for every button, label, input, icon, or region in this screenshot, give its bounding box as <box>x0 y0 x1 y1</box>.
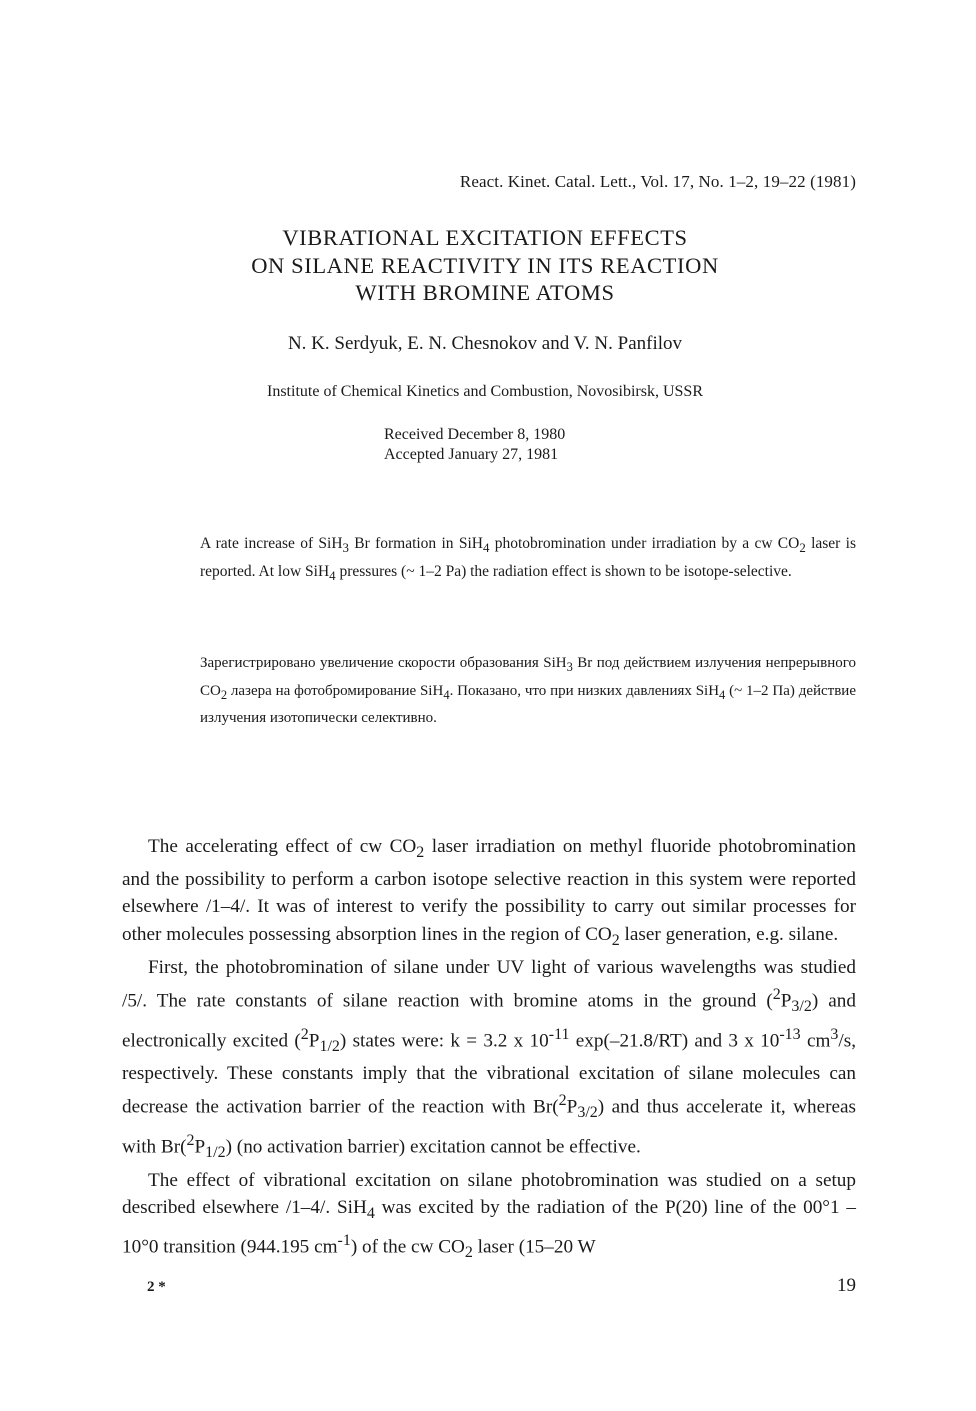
dates <box>384 425 644 465</box>
authors: N. K. Serdyuk, E. N. Chesnokov and V. N. Panfilov <box>287 333 683 354</box>
superscript: 2 <box>186 1131 195 1149</box>
subscript: 2 <box>464 1244 473 1262</box>
superscript: 2 <box>772 986 781 1004</box>
text: laser irradiation on methyl fluoride photobromination and the possibility to perform a carbon isotope selective reaction in this system were reported elsewhere /1–4/. It was of interest to verify the possibility to carry out similar processes for other molecules possessing absorption lines in the region of CO <box>122 836 856 945</box>
abstract-text: Br formation in SiH <box>348 535 483 552</box>
text: P <box>308 1030 320 1052</box>
abstract-text: Зарегистрировано увеличение скорости образования SiH <box>200 655 567 671</box>
text: ) and electronically excited ( <box>122 990 856 1052</box>
accepted-date: Accepted January 27, 1981 <box>384 446 559 463</box>
title-line: ON SILANE REACTIVITY IN ITS REACTION <box>251 252 719 278</box>
affiliation: Institute of Chemical Kinetics and Combustion, Novosibirsk, USSR <box>267 383 703 400</box>
title-line: VIBRATIONAL EXCITATION EFFECTS <box>282 225 688 250</box>
text: cm <box>800 1030 831 1052</box>
text: P <box>566 1096 578 1118</box>
subscript: 2 <box>799 540 806 556</box>
abstract-text: photobromination under irradiation by a cw CO <box>489 535 800 552</box>
text: /s, respectively. These constants imply that the vibrational excitation of silane molecules can decrease the activation barrier of the reaction with Br( <box>122 1030 857 1118</box>
superscript: 3 <box>830 1025 839 1043</box>
text: exp(–21.8/RT) and 3 x 10 <box>569 1030 780 1052</box>
abstract-text: Br под действием излучения непрерывного CO <box>200 655 856 699</box>
text: ) and thus accelerate it, whereas with Br( <box>122 1096 857 1158</box>
text: P <box>194 1136 206 1158</box>
subscript: 3 <box>342 540 349 556</box>
subscript: 4 <box>482 540 490 556</box>
article-title <box>180 224 790 307</box>
text: ) states were: k = 3.2 x 10 <box>339 1030 549 1052</box>
superscript: 2 <box>558 1092 567 1110</box>
subscript: 4 <box>719 687 726 702</box>
abstract-english <box>200 532 856 587</box>
text: First, the photobromination of silane under UV light of various wavelengths was studied /5/. The rate constants of silane reaction with bromine atoms in the ground ( <box>122 956 856 1012</box>
text: P <box>780 990 792 1012</box>
superscript: -11 <box>548 1025 570 1043</box>
signature-mark: 2 * <box>147 1279 166 1295</box>
abstract-text: . Показано, что при низких давлениях SiH <box>449 682 720 699</box>
paragraph <box>122 1167 856 1267</box>
abstract-text: (~ 1–2 Па) действие излучения изотопически селективно. <box>200 682 856 726</box>
page-number: 19 <box>837 1275 856 1296</box>
text: laser (15–20 W <box>472 1236 596 1258</box>
superscript: -13 <box>779 1025 801 1043</box>
abstract-text: лазера на фотобромирование SiH <box>227 682 444 699</box>
text: laser generation, e.g. silane. <box>619 923 839 945</box>
received-date: Received December 8, 1980 <box>384 426 566 443</box>
subscript: 3/2 <box>577 1104 598 1122</box>
abstract-text: pressures (~ 1–2 Pa) the radiation effect is shown to be isotope-selective. <box>335 562 792 580</box>
subscript: 3 <box>566 660 573 674</box>
subscript: 2 <box>416 843 425 861</box>
subscript: 4 <box>366 1204 375 1222</box>
text: The effect of vibrational excitation on silane photobromination was studied on a setup described elsewhere /1–4/. SiH <box>122 1169 856 1218</box>
subscript: 4 <box>329 567 336 583</box>
text: The accelerating effect of cw CO <box>148 836 417 857</box>
superscript: 2 <box>300 1025 309 1043</box>
subscript: 1/2 <box>319 1037 340 1055</box>
body-text <box>122 833 856 1266</box>
journal-reference: React. Kinet. Catal. Lett., Vol. 17, No. 1–2, 19–22 (1981) <box>459 172 856 191</box>
subscript: 1/2 <box>205 1144 226 1162</box>
text: ) (no activation barrier) excitation cannot be effective. <box>225 1136 641 1158</box>
subscript: 4 <box>443 687 450 702</box>
abstract-text: A rate increase of SiH <box>200 535 343 552</box>
abstract-russian <box>200 652 856 731</box>
paragraph <box>122 954 856 1167</box>
subscript: 2 <box>220 687 228 702</box>
subscript: 2 <box>611 931 620 949</box>
paragraph <box>122 833 856 954</box>
superscript: -1 <box>337 1231 351 1249</box>
abstract-text: laser is reported. At low SiH <box>200 535 856 580</box>
text: was excited by the radiation of the P(20) line of the 00°1 – 10°0 transition (944.195 cm <box>122 1196 857 1258</box>
text: ) of the cw CO <box>350 1236 465 1258</box>
subscript: 3/2 <box>791 998 812 1016</box>
title-line: WITH BROMINE ATOMS <box>355 280 615 305</box>
